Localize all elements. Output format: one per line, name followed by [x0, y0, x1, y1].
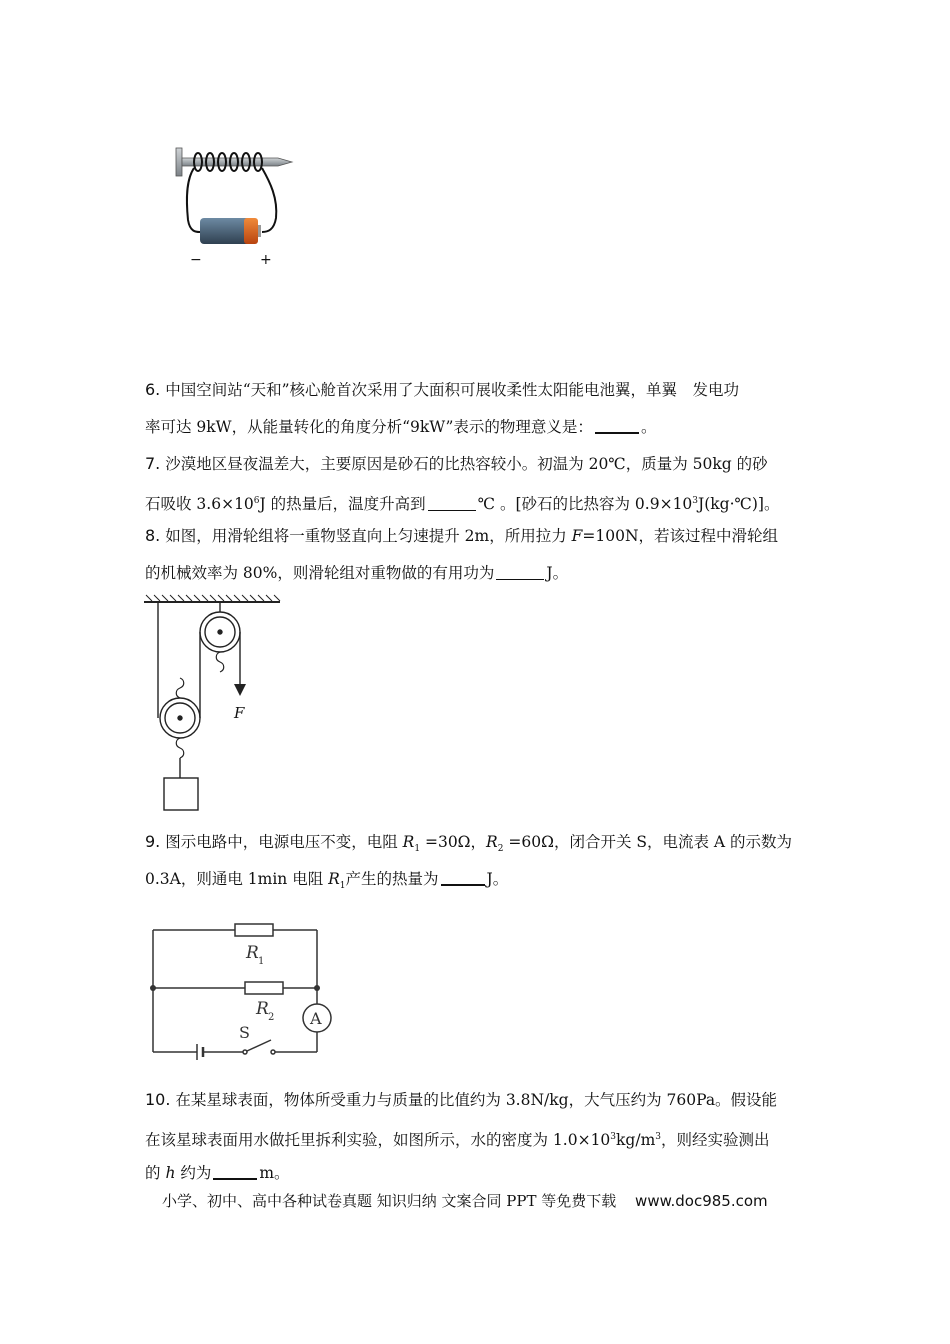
q10-text1: 在某星球表面，物体所受重力与质量的比值约为 3.8N/kg，大气压约为 760Pa。假设能 — [175, 1091, 778, 1109]
q9-text1a: 图示电路中，电源电压不变，电阻 — [165, 833, 403, 851]
r1-label: R — [246, 943, 259, 963]
q7-text2c: ℃ 。[砂石的比热容为 0.9×10 — [477, 495, 693, 514]
q9-text2a: 0.3A，则通电 1min 电阻 — [145, 870, 329, 888]
q7-text2a: 石吸收 3.6×10 — [145, 495, 254, 514]
q10-answer-blank[interactable] — [213, 1164, 257, 1180]
q10-text3a: 的 — [145, 1164, 166, 1182]
q10-text2c: ，则经实验测出 — [661, 1131, 770, 1150]
q9-number: 9. — [145, 832, 161, 851]
q8-number: 8. — [145, 526, 161, 545]
q9-line1 — [145, 832, 792, 859]
q7-line1 — [145, 454, 768, 474]
q10-text3b: 约为 — [175, 1164, 212, 1182]
q10-text2b: kg/m — [616, 1131, 656, 1150]
q8-text1b: =100N，若该过程中滑轮组 — [582, 527, 779, 545]
r2-sub-label: 2 — [268, 1012, 275, 1023]
q9-answer-blank[interactable] — [441, 870, 485, 886]
force-label: F — [234, 704, 245, 722]
q8-text1a: 如图，用滑轮组将一重物竖直向上匀速提升 2m，所用拉力 — [165, 527, 572, 545]
q6-text2a: 率可达 9kW，从能量转化的角度分析“9kW”表示的物理意义是： — [145, 418, 593, 436]
q10-number: 10. — [145, 1090, 171, 1109]
q9-r2-symbol: R — [486, 833, 498, 851]
electromagnet-figure — [170, 140, 300, 270]
q9-text2c: J。 — [486, 870, 509, 888]
q9-text2b: 产生的热量为 — [345, 870, 439, 888]
q6-line2 — [145, 417, 656, 437]
q7-answer-blank[interactable] — [428, 496, 476, 511]
q9-text1c: =60Ω，闭合开关 S，电流表 A 的示数为 — [503, 833, 793, 851]
q10-line2 — [145, 1127, 770, 1150]
q6-text1: 中国空间站“天和”核心舱首次采用了大面积可展收柔性太阳能电池翼，单翼 发电功 — [165, 381, 740, 399]
q8-line2 — [145, 563, 568, 583]
minus-label: − — [190, 252, 202, 268]
q10-exp2: 3 — [655, 1132, 661, 1142]
q6-line1 — [145, 380, 739, 400]
ammeter-label: A — [310, 1009, 322, 1028]
q7-line2 — [145, 491, 779, 514]
q6-text2b: 。 — [640, 418, 657, 436]
q6-number: 6. — [145, 380, 161, 399]
q8-line1 — [145, 526, 778, 546]
plus-label: + — [260, 252, 272, 268]
q8-answer-blank[interactable] — [496, 565, 544, 580]
q10-line1 — [145, 1090, 777, 1110]
q7-exp2: 3 — [692, 496, 699, 506]
switch-label: S — [239, 1023, 250, 1042]
pulley-figure — [142, 594, 282, 816]
footer-text: 小学、初中、高中各种试卷真题 知识归纳 文案合同 PPT 等免费下载 — [162, 1192, 617, 1210]
q9-r2-sub: 2 — [497, 844, 504, 855]
q10-text3c: m。 — [259, 1164, 290, 1182]
q10-line3 — [145, 1163, 290, 1183]
q10-h-symbol: h — [165, 1164, 176, 1182]
q8-text2b: J。 — [546, 564, 569, 582]
q7-text2d: J(kg·℃)]。 — [698, 495, 780, 514]
q9-r1-symbol-2: R — [328, 870, 340, 888]
q7-text1: 沙漠地区昼夜温差大，主要原因是砂石的比热容较小。初温为 20℃，质量为 50kg 的砂 — [165, 455, 768, 473]
circuit-figure — [145, 918, 345, 1060]
footer — [162, 1190, 768, 1211]
q9-r1-sub: 1 — [414, 844, 421, 855]
q10-exp1: 3 — [610, 1132, 617, 1142]
q8-force-symbol: F — [571, 527, 583, 545]
footer-link[interactable]: www.doc985.com — [635, 1192, 768, 1210]
q9-r1-symbol: R — [402, 833, 415, 851]
q9-r1-sub-2: 1 — [339, 881, 346, 892]
q9-text1b: =30Ω， — [420, 833, 487, 851]
r1-sub-label: 1 — [258, 956, 265, 967]
q8-text2a: 的机械效率为 80%，则滑轮组对重物做的有用功为 — [145, 564, 495, 582]
q7-text2b: J 的热量后，温度升高到 — [259, 495, 426, 514]
q10-text2a: 在该星球表面用水做托里拆利实验，如图所示，水的密度为 1.0×10 — [145, 1131, 611, 1150]
r2-label: R — [256, 999, 269, 1019]
q7-exp1: 6 — [253, 496, 260, 506]
q6-answer-blank[interactable] — [595, 418, 639, 434]
q9-line2 — [145, 869, 508, 896]
q7-number: 7. — [145, 454, 161, 473]
